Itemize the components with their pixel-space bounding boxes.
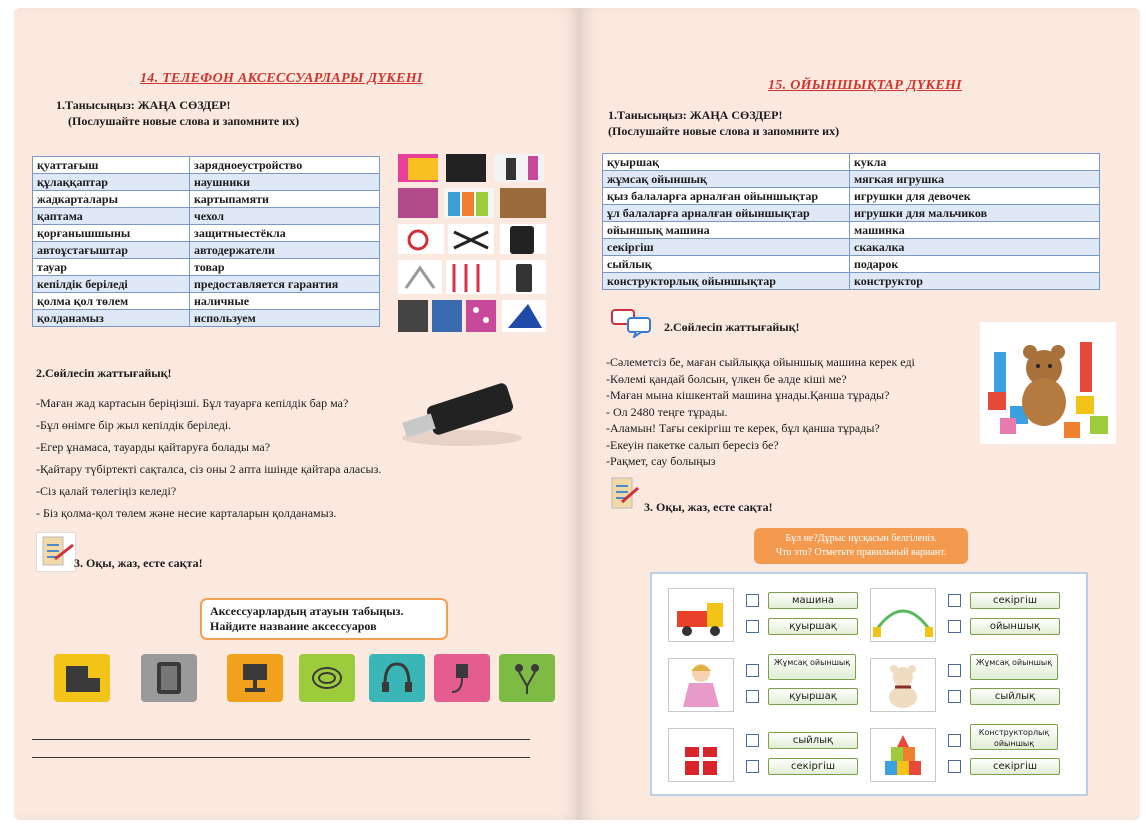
answer-checkbox[interactable] — [948, 594, 961, 607]
collage-row-2 — [398, 188, 546, 218]
answer-checkbox[interactable] — [948, 620, 961, 633]
dialogue-line: -Сәлеметсіз бе, маған сыйлыққа ойыншық машина керек еді — [606, 355, 915, 369]
vocab-kazakh-word: жұмсақ ойыншық — [603, 171, 850, 188]
left-intro-line1: 1.Танысыңыз: ЖАҢА СӨЗДЕР! — [56, 98, 231, 112]
right-task-box — [754, 528, 968, 564]
left-task-box — [200, 598, 448, 640]
answer-line-1 — [32, 739, 530, 740]
vocab-row — [33, 208, 380, 225]
quiz-item — [870, 728, 1070, 788]
dialogue-line: -Аламын! Тағы секіргіш те керек, бұл қанша тұрады? — [606, 421, 880, 435]
earphones-icon — [499, 654, 555, 702]
vocab-russian-word: скакалка — [850, 239, 1100, 256]
collage-row-1 — [398, 154, 544, 182]
vocab-row — [33, 225, 380, 242]
vocab-russian-word: наличные — [190, 293, 380, 310]
dialogue-line: -Рақмет, сау болыңыз — [606, 454, 716, 468]
dialogue-line: - Ол 2480 теңге тұрады. — [606, 404, 728, 419]
collage-row-3 — [398, 224, 546, 254]
answer-option-label: ойыншық — [970, 618, 1060, 635]
answer-checkbox[interactable] — [746, 664, 759, 677]
vocab-row — [603, 273, 1100, 290]
charger-icon — [434, 654, 490, 702]
vocab-kazakh-word: құлаққаптар — [33, 174, 190, 191]
speech-bubbles-icon — [610, 306, 654, 338]
accessories-photo-collage — [396, 152, 550, 334]
collage-row-5 — [398, 300, 546, 332]
vocab-russian-word: предоставляется гарантия — [190, 276, 380, 293]
answer-option-label: сыйлық — [970, 688, 1060, 705]
toys-pile-picture — [980, 322, 1116, 444]
vocab-russian-word: игрушки для мальчиков — [850, 205, 1100, 222]
quiz-item — [870, 588, 1070, 648]
answer-option-label: машина — [768, 592, 858, 609]
car-holder-icon — [227, 654, 283, 702]
answer-checkbox[interactable] — [948, 760, 961, 773]
vocab-russian-word: мягкая игрушка — [850, 171, 1100, 188]
book-spread — [14, 8, 1140, 820]
dialogue-line: -Бұл өнімге бір жыл кепілдік беріледі. — [36, 418, 232, 432]
vocab-row — [603, 239, 1100, 256]
answer-option-label: секіргіш — [970, 592, 1060, 609]
vocab-kazakh-word: секіргіш — [603, 239, 850, 256]
vocab-russian-word: товар — [190, 259, 380, 276]
vocab-row — [33, 293, 380, 310]
vocab-row — [603, 222, 1100, 239]
answer-checkbox[interactable] — [746, 734, 759, 747]
right-intro-line2: (Послушайте новые слова и запомните их) — [608, 124, 840, 138]
vocab-kazakh-word: кепілдік беріледі — [33, 276, 190, 293]
vocab-russian-word: конструктор — [850, 273, 1100, 290]
vocab-row — [603, 256, 1100, 273]
right-task-line2: Что это? Отметьте правильный вариант. — [775, 547, 947, 558]
left-section2-heading: 2.Сөйлесіп жаттығайық! — [36, 366, 172, 380]
right-page — [580, 8, 1140, 820]
vocab-russian-word: защитныестёкла — [190, 225, 380, 242]
vocab-russian-word: зарядноеустройство — [190, 157, 380, 174]
vocab-russian-word: игрушки для девочек — [850, 188, 1100, 205]
quiz-item — [668, 658, 868, 718]
vocab-russian-word: кукла — [850, 154, 1100, 171]
answer-option-label: сыйлық — [768, 732, 858, 749]
answer-checkbox[interactable] — [746, 760, 759, 773]
collage-row-4 — [398, 260, 546, 294]
answer-line-2 — [32, 757, 530, 758]
answer-checkbox[interactable] — [948, 690, 961, 703]
left-page — [14, 8, 580, 820]
left-task-line2: Найдите название аксессуаров — [210, 619, 377, 633]
left-lesson-title: 14. ТЕЛЕФОН АКСЕССУАРЛАРЫ ДҮКЕНІ — [140, 71, 423, 86]
vocab-kazakh-word: ойыншық машина — [603, 222, 850, 239]
headphones-icon — [369, 654, 425, 702]
answer-option-label: Конструкторлық ойыншық — [970, 724, 1058, 750]
right-vocab-table — [602, 153, 1100, 290]
vocab-russian-word: машинка — [850, 222, 1100, 239]
answer-checkbox[interactable] — [746, 620, 759, 633]
left-dialogue — [36, 392, 381, 524]
vocab-row — [33, 276, 380, 293]
vocab-russian-word: используем — [190, 310, 380, 327]
answer-checkbox[interactable] — [948, 664, 961, 677]
dialogue-line: -Сіз қалай төлегіңіз келеді? — [36, 484, 177, 498]
vocab-kazakh-word: жадкарталары — [33, 191, 190, 208]
quiz-item — [668, 588, 868, 648]
vocab-kazakh-word: қолма қол төлем — [33, 293, 190, 310]
quiz-item — [668, 728, 868, 788]
checklist-icon — [36, 532, 76, 572]
right-lesson-title: 15. ОЙЫНШЫҚТАР ДҮКЕНІ — [768, 78, 962, 93]
dialogue-line: -Екеуін пакетке салып бересіз бе? — [606, 437, 779, 452]
vocab-row — [33, 191, 380, 208]
answer-option-label: секіргіш — [768, 758, 858, 775]
teddy-bear-icon — [870, 658, 936, 712]
vocab-kazakh-word: сыйлық — [603, 256, 850, 273]
vocab-russian-word: чехол — [190, 208, 380, 225]
dialogue-line: -Көлемі қандай болсын, үлкен бе әлде кіші ме? — [606, 371, 847, 386]
vocab-row — [33, 174, 380, 191]
vocab-row — [603, 171, 1100, 188]
vocab-kazakh-word: қолданамыз — [33, 310, 190, 327]
answer-option-label: қуыршақ — [768, 688, 858, 705]
vocab-kazakh-word: қыз балаларға арналған ойыншықтар — [603, 188, 850, 205]
doll-icon — [668, 658, 734, 712]
vocab-kazakh-word: қорғанышшыны — [33, 225, 190, 242]
building-blocks-icon — [870, 728, 936, 782]
vocab-kazakh-word: қуыршақ — [603, 154, 850, 171]
answer-checkbox[interactable] — [948, 734, 961, 747]
vocab-russian-word: автодержатели — [190, 242, 380, 259]
right-intro-line1: 1.Танысыңыз: ЖАҢА СӨЗДЕР! — [608, 108, 783, 122]
left-vocab-table — [32, 156, 380, 327]
right-task-line1: Бұл не?Дұрыс нұсқасын белгіленіз. — [785, 533, 937, 544]
answer-checkbox[interactable] — [746, 690, 759, 703]
vocab-row — [33, 259, 380, 276]
vocab-russian-word: наушники — [190, 174, 380, 191]
vocab-row — [603, 154, 1100, 171]
cable-icon — [299, 654, 355, 702]
left-task-line1: Аксессуарлардың атауын табыңыз. — [210, 604, 404, 618]
dialogue-line: -Егер ұнамаса, тауарды қайтаруға болады ма? — [36, 440, 271, 454]
gift-box-icon — [668, 728, 734, 782]
answer-option-label: секіргіш — [970, 758, 1060, 775]
dialogue-line: - Біз қолма-қол төлем және несие карталарын қолданамыз. — [36, 506, 337, 520]
vocab-russian-word: картыпамяти — [190, 191, 380, 208]
memory-card-icon — [54, 654, 110, 702]
vocab-row — [603, 205, 1100, 222]
right-section3-heading: 3. Оқы, жаз, есте сақта! — [644, 500, 773, 514]
dialogue-line: -Қайтару түбіртекті сақталса, сіз оны 2 апта ішінде қайтара аласыз. — [36, 462, 382, 476]
usb-flash-drive-icon — [398, 376, 526, 450]
vocab-row — [33, 242, 380, 259]
vocab-kazakh-word: конструкторлық ойыншықтар — [603, 273, 850, 290]
jump-rope-icon — [870, 588, 936, 642]
vocab-kazakh-word: тауар — [33, 259, 190, 276]
vocab-kazakh-word: автоұстағыштар — [33, 242, 190, 259]
left-intro-line2: (Послушайте новые слова и запомните их) — [68, 114, 300, 128]
vocab-kazakh-word: ұл балаларға арналған ойыншықтар — [603, 205, 850, 222]
vocab-row — [603, 188, 1100, 205]
answer-option-label: Жұмсақ ойыншық — [768, 654, 856, 680]
answer-option-label: Жұмсақ ойыншық — [970, 654, 1058, 680]
left-section3-heading: 3. Оқы, жаз, есте сақта! — [74, 556, 203, 570]
answer-checkbox[interactable] — [746, 594, 759, 607]
dialogue-line: -Маған мына кішкентай машина ұнады.Қанша тұрады? — [606, 388, 890, 402]
checklist-icon — [610, 474, 640, 512]
vocab-kazakh-word: қаптама — [33, 208, 190, 225]
vocab-row — [33, 157, 380, 174]
quiz-grid — [650, 572, 1088, 796]
right-dialogue — [606, 354, 915, 470]
vocab-russian-word: подарок — [850, 256, 1100, 273]
vocab-row — [33, 310, 380, 327]
vocab-kazakh-word: қуаттағыш — [33, 157, 190, 174]
phone-case-icon — [141, 654, 197, 702]
answer-option-label: қуыршақ — [768, 618, 858, 635]
right-section2-heading: 2.Сөйлесіп жаттығайық! — [664, 320, 800, 334]
quiz-item — [870, 658, 1070, 718]
toy-truck-icon — [668, 588, 734, 642]
dialogue-line: -Маған жад картасын беріңізші. Бұл тауарға кепілдік бар ма? — [36, 396, 349, 410]
